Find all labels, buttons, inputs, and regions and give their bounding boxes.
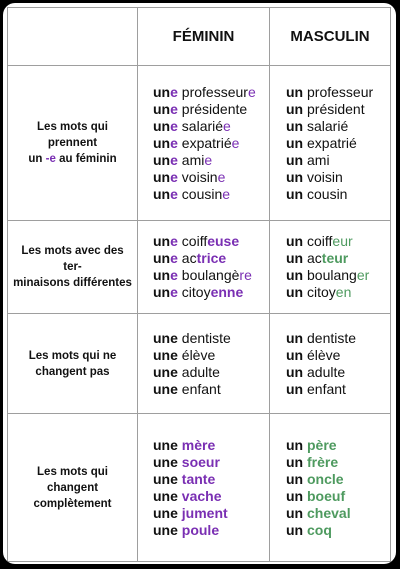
word-item: une coiffeuse — [153, 233, 240, 249]
word-item: une mère — [153, 436, 216, 453]
word-item: un coq — [286, 521, 332, 538]
masculine-words — [270, 314, 391, 414]
word-item: une élève — [153, 346, 216, 363]
word-item: un cheval — [286, 504, 351, 521]
word-item: une poule — [153, 521, 220, 538]
word-item: une adulte — [153, 363, 220, 380]
word-item: une citoyenne — [153, 284, 244, 300]
word-item: un adulte — [286, 363, 346, 380]
row-label: Les mots avec des ter- minaisons différentes — [8, 221, 138, 314]
word-item: un oncle — [286, 470, 344, 487]
word-item: une présidente — [153, 100, 248, 117]
feminine-words — [138, 66, 270, 221]
masculine-words — [270, 66, 391, 221]
header-masculin: MASCULIN — [270, 8, 391, 66]
word-item: une vache — [153, 487, 222, 504]
word-item: une tante — [153, 470, 216, 487]
row-label: Les mots qui changent complètement — [8, 414, 138, 562]
header-row — [8, 8, 391, 66]
word-item: une dentiste — [153, 329, 231, 346]
word-item: une voisine — [153, 168, 226, 185]
feminine-words — [138, 314, 270, 414]
word-item: un coiffeur — [286, 233, 353, 249]
word-item: un père — [286, 436, 337, 453]
word-item: un salarié — [286, 117, 349, 134]
word-item: une expatriée — [153, 134, 240, 151]
row-add-e — [8, 66, 391, 221]
word-item: un élève — [286, 346, 341, 363]
feminine-words — [138, 414, 270, 562]
word-item: un frère — [286, 453, 339, 470]
word-item: un président — [286, 100, 365, 117]
word-item: un professeur — [286, 83, 374, 100]
word-item: une amie — [153, 151, 213, 168]
word-item: une cousine — [153, 185, 231, 202]
row-completely-different — [8, 414, 391, 562]
header-corner — [8, 8, 138, 66]
word-item: un cousin — [286, 185, 348, 202]
row-label: Les mots qui ne changent pas — [8, 314, 138, 414]
masculine-words — [270, 414, 391, 562]
word-item: un acteur — [286, 250, 349, 266]
word-item: une enfant — [153, 380, 221, 397]
gender-table — [7, 7, 391, 562]
header-feminin: FÉMININ — [138, 8, 270, 66]
word-item: une soeur — [153, 453, 220, 470]
word-item: une jument — [153, 504, 228, 521]
word-item: un boulanger — [286, 267, 370, 283]
word-item: un expatrié — [286, 134, 357, 151]
word-item: un dentiste — [286, 329, 357, 346]
row-label: Les mots qui prennent un -e au féminin — [8, 66, 138, 221]
word-item: une actrice — [153, 250, 227, 266]
feminine-words — [138, 221, 270, 314]
grammar-card — [3, 3, 396, 564]
row-different-endings — [8, 221, 391, 314]
word-item: un boeuf — [286, 487, 346, 504]
word-item: une boulangère — [153, 267, 252, 283]
masculine-words — [270, 221, 391, 314]
row-unchanged — [8, 314, 391, 414]
word-item: un enfant — [286, 380, 346, 397]
word-item: un voisin — [286, 168, 343, 185]
word-item: un citoyen — [286, 284, 352, 300]
word-item: une professeure — [153, 83, 256, 100]
word-item: une salariée — [153, 117, 231, 134]
word-item: un ami — [286, 151, 330, 168]
